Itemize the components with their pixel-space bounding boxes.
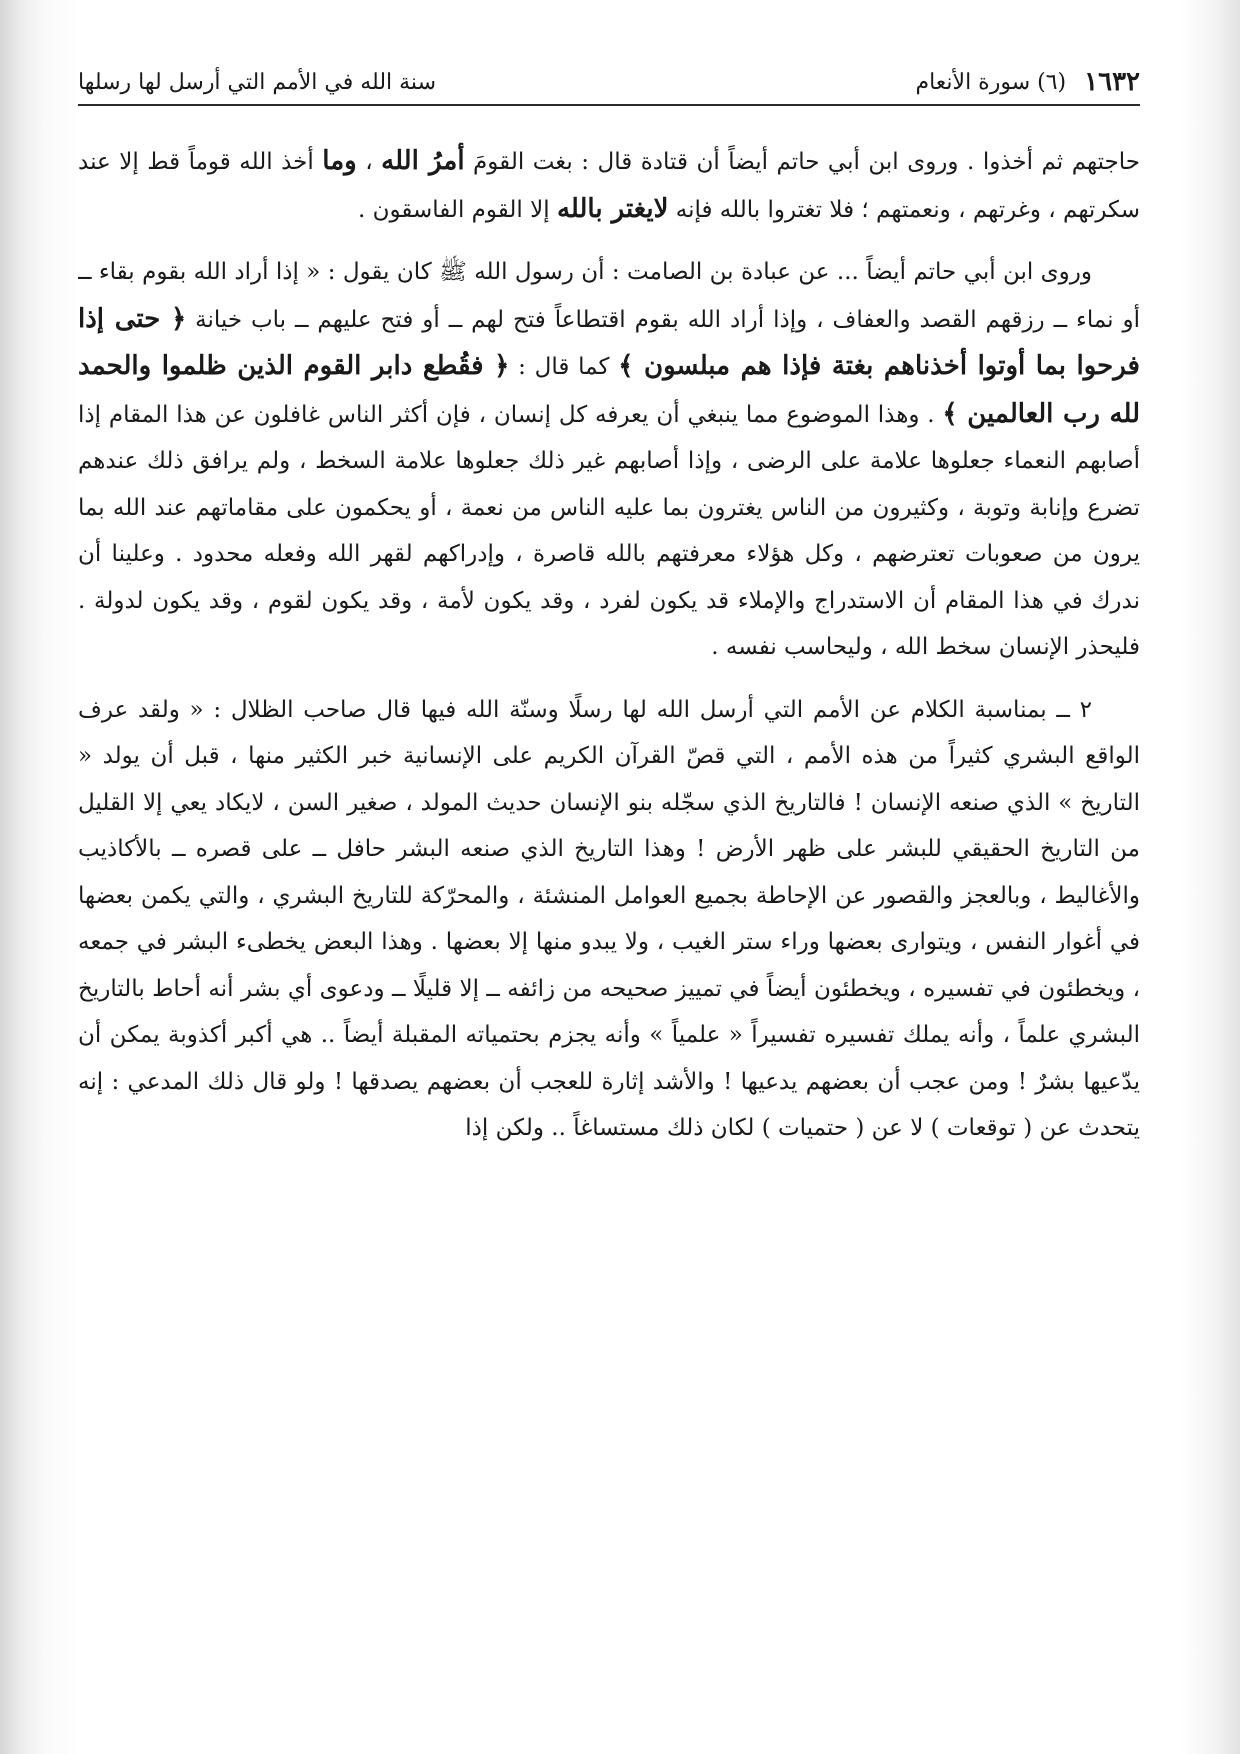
- text-segment: كما قال :: [509, 354, 619, 380]
- text-segment: إلا القوم الفاسقون .: [358, 196, 557, 223]
- surah-label: (٦) سورة الأنعام: [915, 69, 1067, 95]
- bold-text-segment: ﴿ فقُطع دابر القوم الذين ظلموا والحمد لله رب العالمين ﴾: [78, 351, 1140, 429]
- text-segment: وروى ابن أبي حاتم أيضاً ... عن عبادة بن الصامت : أن رسول الله ﷺ كان يقول : « إذا أراد الله بقوم بقاء ــ أو نماء ــ رزقهم القصد والعفاف ، وإذا أراد الله بقوم اقتطاعاً فتح لهم ــ أو فتح عليهم ــ باب خيانة: [78, 259, 1140, 333]
- bold-text-segment: أمرُ الله: [381, 146, 465, 176]
- header-right-group: [915, 67, 1140, 97]
- text-segment: ،: [356, 149, 382, 175]
- bold-text-segment: ﴿ حتى إذا فرحوا بما أوتوا أخذناهم بغتة فإذا هم مبلسون ﴾: [78, 303, 1140, 381]
- text-segment: حاجتهم ثم أخذوا . وروى ابن أبي حاتم أيضاً أن قتادة قال : بغت القومَ: [464, 149, 1140, 175]
- text-segment: أخذ الله قوماً قط إلا عند سكرتهم ، وغرتهم ، ونعمتهم ؛ فلا تغتروا بالله فإنه: [78, 149, 1140, 223]
- section-title: سنة الله في الأمم التي أرسل لها رسلها: [78, 69, 437, 95]
- bold-text-segment: وما: [322, 146, 357, 176]
- page-header: [78, 62, 1140, 102]
- paragraph-3: [78, 687, 1140, 1152]
- text-segment: ٢ ــ بمناسبة الكلام عن الأمم التي أرسل الله لها رسلًا وسنّة الله فيها قال صاحب الظلال : « ولقد عرف الواقع البشري كثيراً من هذه الأمم ، التي قصّ القرآن الكريم على الإنسانية خبر الكثير منها ، قبل أن يولد « التاريخ » الذي صنعه الإنسان ! فالتاريخ الذي سجّله بنو الإنسان حديث المولد ، صغير السن ، لايكاد يعي إلا القليل من التاريخ الحقيقي للبشر على ظهر الأرض ! وهذا التاريخ الذي صنعه البشر حافل ــ على قصره ــ بالأكاذيب والأغاليط ، وبالعجز والقصور عن الإحاطة بجميع العوامل المنشئة ، والمحرّكة للتاريخ البشري ، والتي يكمن بعضها في أغوار النفس ، ويتوارى بعضها وراء ستر الغيب ، ولا يبدو منها إلا بعضها . وهذا البعض يخطىء البشر في جمعه ، ويخطئون في تفسيره ، ويخطئون أيضاً في تمييز صحيحه من زائفه ــ إلا قليلًا ــ ودعوى أي بشر أنه أحاط بالتاريخ البشري علماً ، وأنه يملك تفسيره تفسيراً « علمياً » وأنه يجزم بحتمياته المقبلة أيضاً .. هي أكبر أكذوبة يمكن أن يدّعيها بشرٌ ! ومن عجب أن بعضهم يدعيها ! والأشد إثارة للعجب أن بعضهم يصدقها ! ولو قال ذلك المدعي : إنه يتحدث عن ( توقعات ) لا عن ( حتميات ) لكان ذلك مستساغاً .. ولكن إذا: [78, 696, 1140, 1141]
- text-segment: . وهذا الموضوع مما ينبغي أن يعرفه كل إنسان ، فإن أكثر الناس غافلون عن هذا المقام إذا أصابهم النعماء جعلوها علامة على الرضى ، وإذا أصابهم غير ذلك جعلوها علامة السخط ، ولم يرافق ذلك عندهم تضرع وإنابة وتوبة ، وكثيرون من الناس يغترون بما عليه الناس من نعمة ، أو يحكمون على مقاماتهم عند الله بما يرون من صعوبات تعترضهم ، وكل هؤلاء معرفتهم بالله قاصرة ، وإدراكهم لقهر الله وفعله محدود . وعلينا أن ندرك في هذا المقام أن الاستدراج والإملاء قد يكون لفرد ، وقد يكون لأمة ، وقد يكون لقوم ، وقد يكون لدولة . فليحذر الإنسان سخط الله ، وليحاسب نفسه .: [78, 401, 1140, 660]
- page-body: [78, 138, 1140, 1728]
- paragraph-2: [78, 249, 1140, 671]
- paragraph-1: [78, 138, 1140, 233]
- bold-text-segment: لايغتر بالله: [556, 193, 669, 224]
- page-number: ١٦٣٢: [1084, 67, 1140, 97]
- header-divider: [78, 104, 1140, 106]
